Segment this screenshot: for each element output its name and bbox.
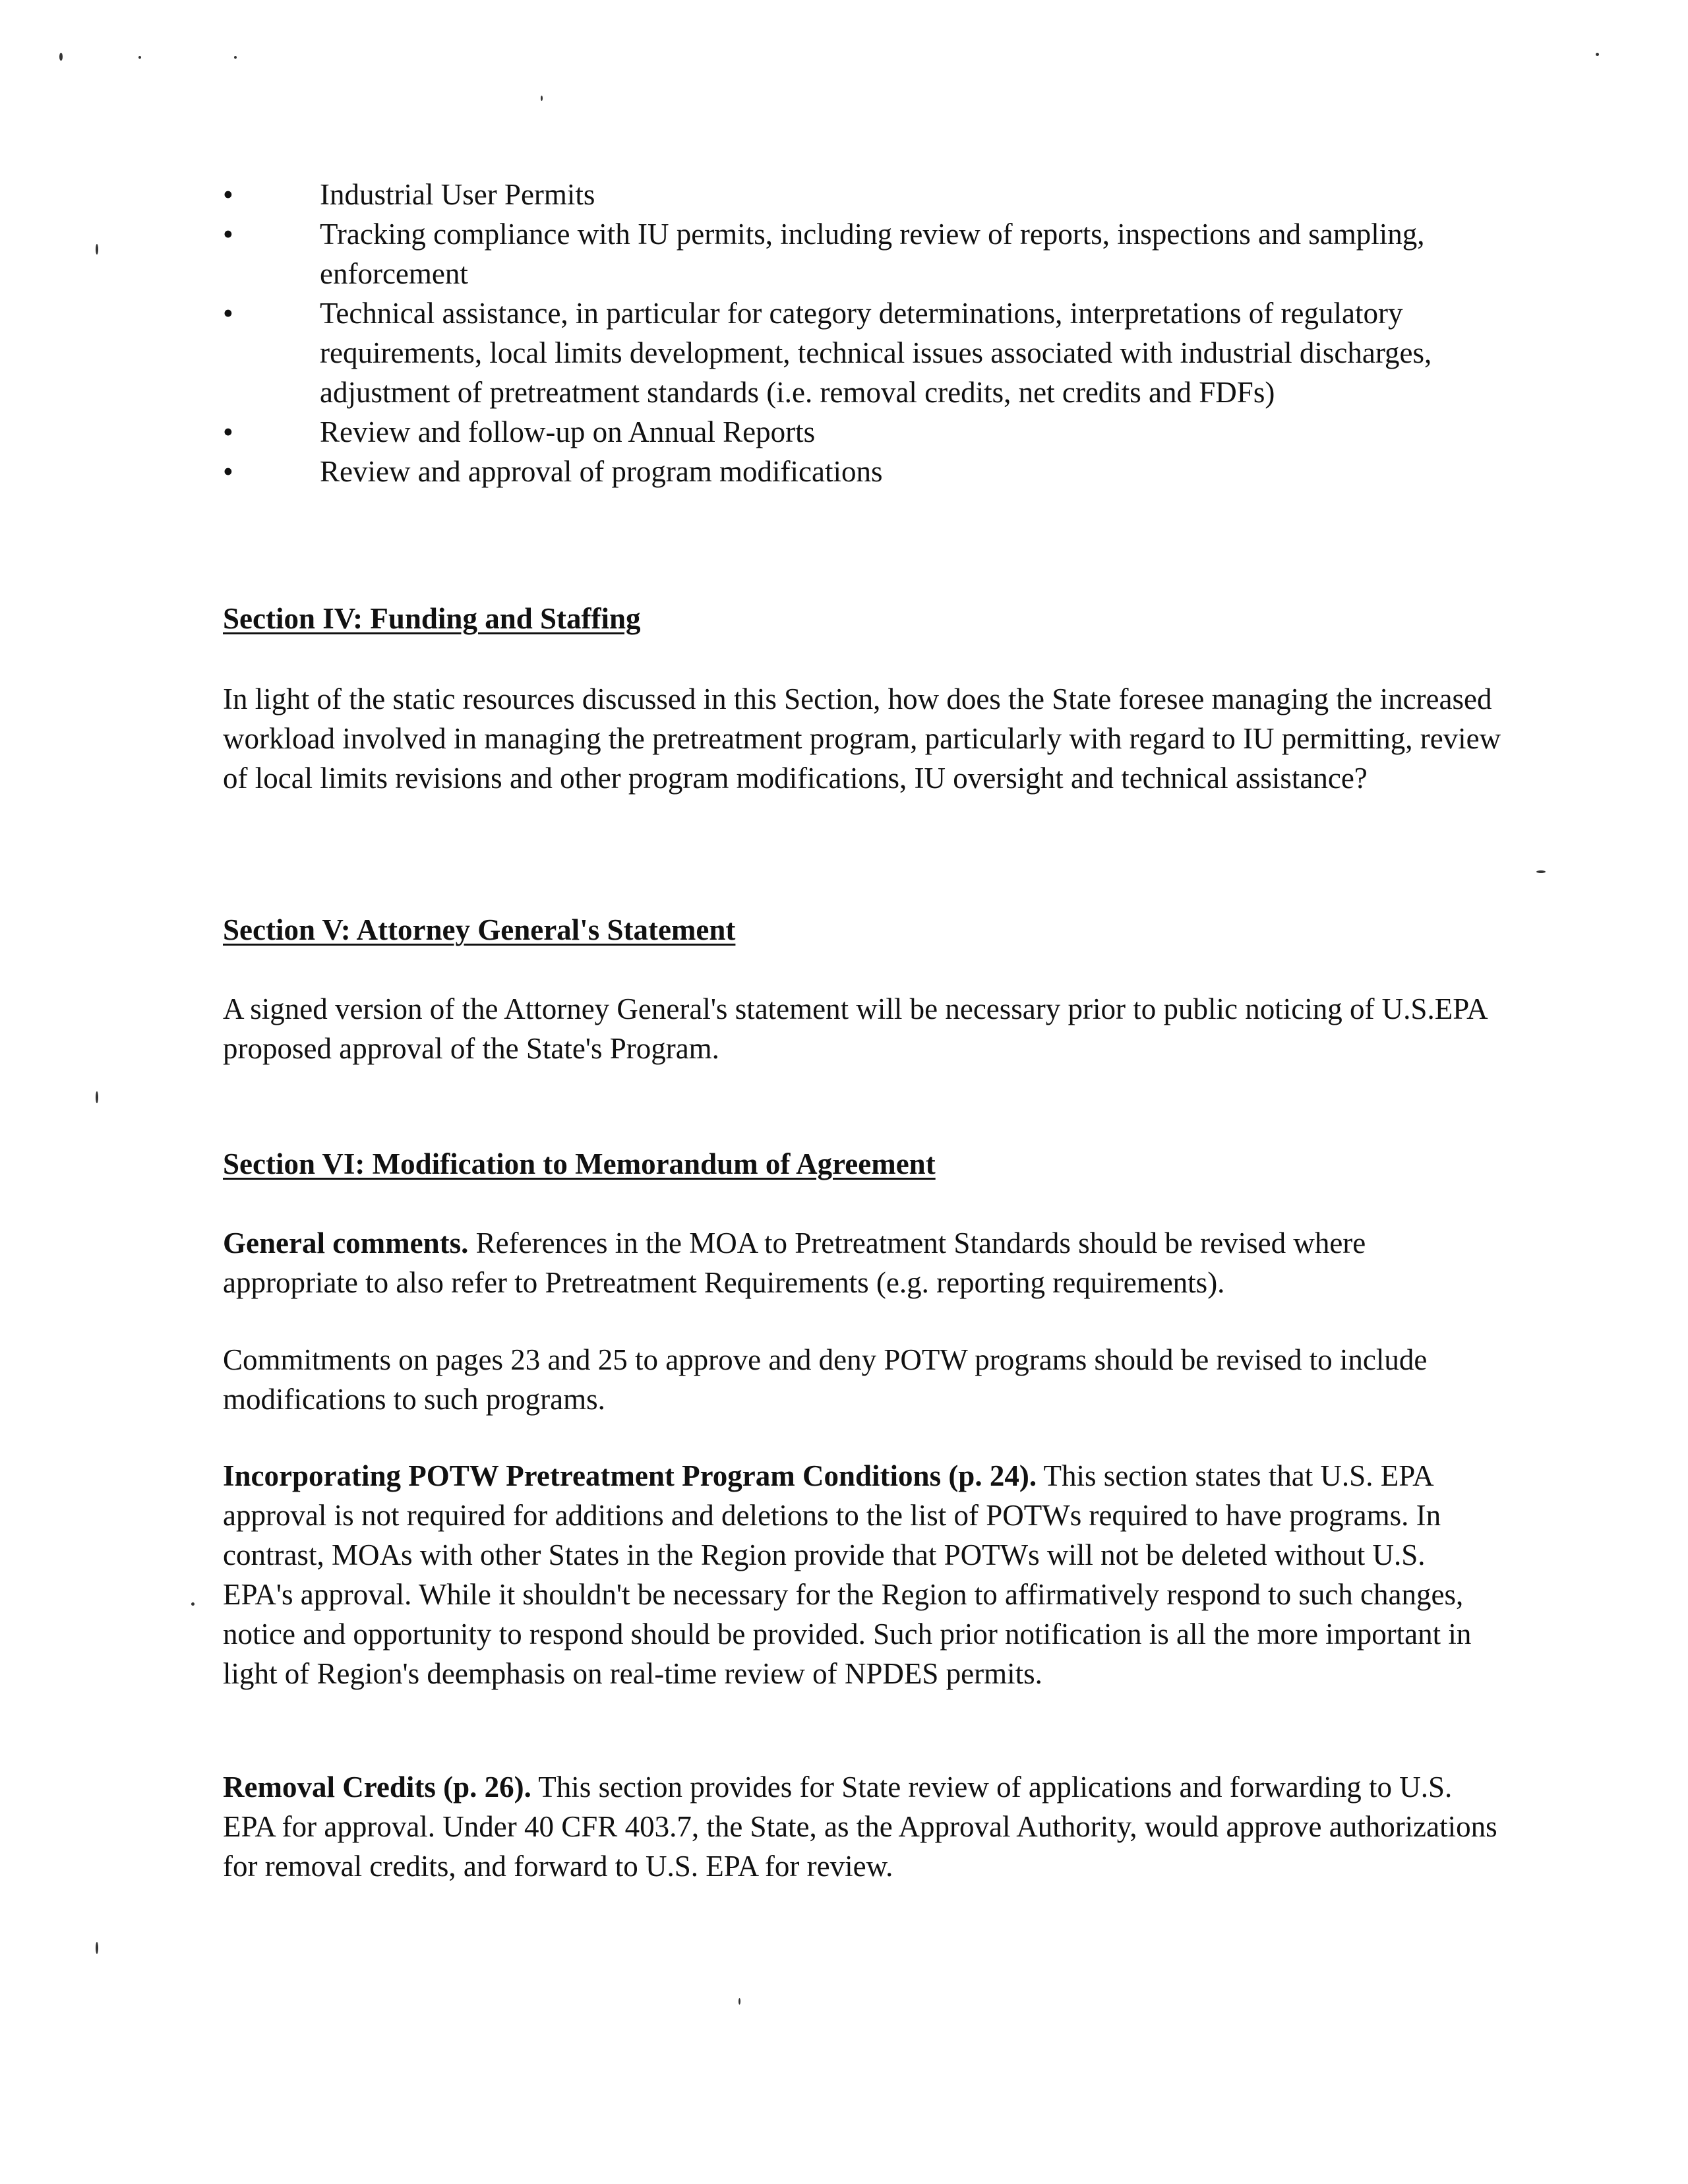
list-item: • Review and approval of program modifications [223,452,1476,491]
potw-conditions-lead: Incorporating POTW Pretreatment Program Conditions (p. 24). [223,1459,1037,1492]
bullet-icon: • [223,455,233,488]
bullet-icon: • [223,415,233,448]
scan-speck [738,1998,740,2005]
bullet-icon: • [223,218,233,251]
scan-speck [541,96,543,101]
list-item: • Review and follow-up on Annual Reports [223,412,1476,452]
scan-speck [96,1091,98,1103]
removal-credits-paragraph: Removal Credits (p. 26). This section provides for State review of applications and forwarding to U.S. EPA for approval. Under 40 CFR 403.7, the State, as the Approval Authority, would approve authorizations for removal credits, and forward to U.S. EPA for review. [223,1771,1497,1883]
bullet-icon: • [223,178,233,211]
scan-speck [234,56,237,59]
list-item: • Industrial User Permits [223,175,1476,214]
section-iv-heading: Section IV: Funding and Staffing [223,602,641,635]
general-comments-lead: General comments. [223,1227,469,1259]
scan-speck [96,244,98,255]
scan-speck [59,53,63,61]
responsibilities-list [223,175,1476,491]
commitments-paragraph: Commitments on pages 23 and 25 to approve and deny POTW programs should be revised to include modifications to such programs. [223,1343,1428,1416]
scan-speck [191,1602,195,1606]
potw-conditions-paragraph: Incorporating POTW Pretreatment Program Conditions (p. 24). This section states that U.S. EPA approval is not required for additions and deletions to the list of POTWs required to have programs. In contrast, MOAs with other States in the Region provide that POTWs will not be deleted without U.S. EPA's approval. While it shouldn't be necessary for the Region to affirmatively respond to such changes, notice and opportunity to respond should be provided. Such prior notification is all the more important in light of Region's deemphasis on real-time review of NPDES permits. [223,1459,1472,1690]
scan-speck [1596,53,1599,56]
list-item: • Technical assistance, in particular for category determinations, interpretations of regulatory requirements, local limits development, technical issues associated with industrial discharges, adjustment of pretreatment standards (i.e. removal credits, net credits and FDFs) [223,293,1476,412]
scan-speck [138,56,141,59]
section-v-body: A signed version of the Attorney General's statement will be necessary prior to public noticing of U.S.EPA proposed approval of the State's Program. [223,992,1487,1065]
scan-speck [1536,870,1546,873]
list-item: • Tracking compliance with IU permits, including review of reports, inspections and sampling, enforcement [223,214,1476,293]
bullet-icon: • [223,297,233,330]
scan-speck [96,1942,98,1954]
section-v-heading: Section V: Attorney General's Statement [223,913,736,946]
general-comments-paragraph: General comments. References in the MOA to Pretreatment Standards should be revised where appropriate to also refer to Pretreatment Requirements (e.g. reporting requirements). [223,1227,1366,1299]
section-vi-heading: Section VI: Modification to Memorandum of Agreement [223,1147,936,1180]
removal-credits-lead: Removal Credits (p. 26). [223,1771,531,1804]
section-iv-body: In light of the static resources discussed in this Section, how does the State foresee managing the increased workload involved in managing the pretreatment program, particularly with regard to IU permitting, review of local limits revisions and other program modifications, IU oversight and technical assistance? [223,682,1501,795]
